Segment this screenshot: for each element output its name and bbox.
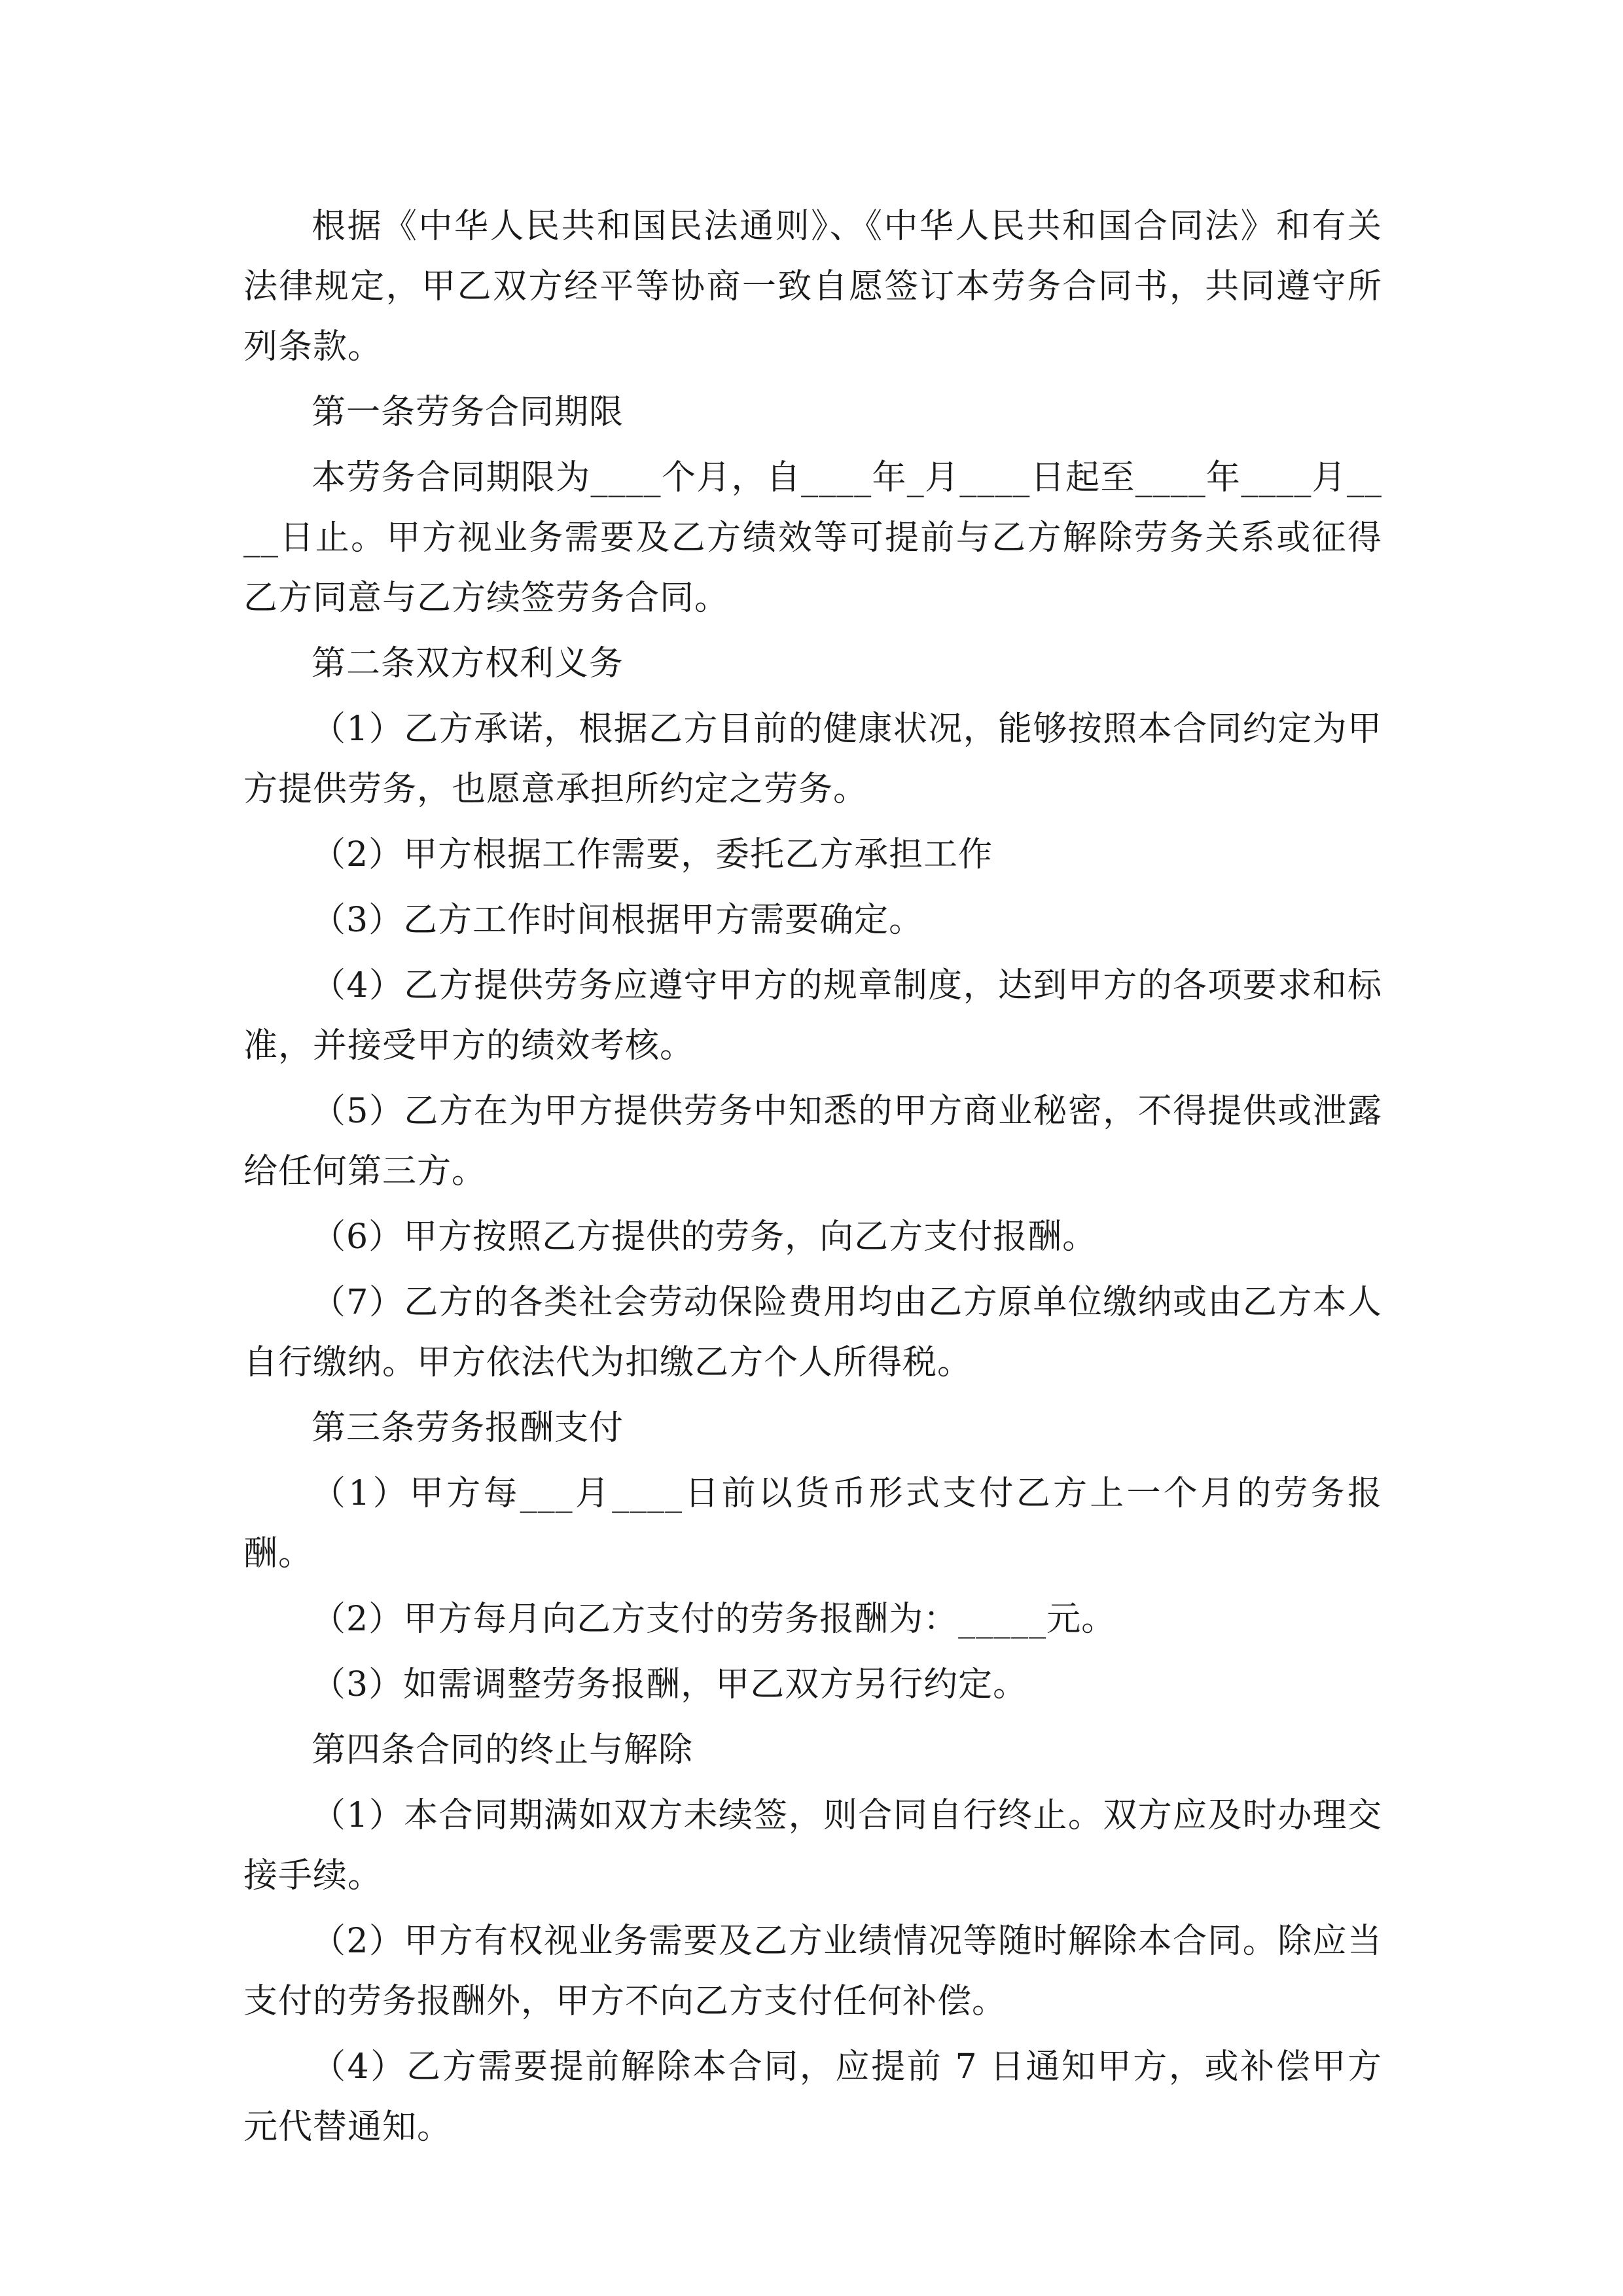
article-4-item-2: （2）甲方有权视业务需要及乙方业绩情况等随时解除本合同。除应当支付的劳务报酬外，甲方不向乙方支付任何补偿。 <box>243 1922 1382 2021</box>
article-2-heading: 第二条双方权利义务 <box>312 644 624 683</box>
article-1-paragraph: 本劳务合同期限为____个月，自____年_月____日起至____年____月____日止。甲方视业务需要及乙方绩效等可提前与乙方解除劳务关系或征得乙方同意与乙方续签劳务合同。 <box>243 458 1382 618</box>
article-3-item-3: （3）如需调整劳务报酬，甲乙双方另行约定。 <box>312 1665 1028 1704</box>
article-3-item-2: （2）甲方每月向乙方支付的劳务报酬为：_____元。 <box>312 1600 1116 1639</box>
article-2-item-1: （1）乙方承诺，根据乙方目前的健康状况，能够按照本合同约定为甲方提供劳务，也愿意承担所约定之劳务。 <box>243 709 1382 809</box>
article-3-item-1: （1）甲方每___月____日前以货币形式支付乙方上一个月的劳务报酬。 <box>243 1474 1382 1573</box>
article-2-item-3: （3）乙方工作时间根据甲方需要确定。 <box>312 901 924 940</box>
article-4-item-1: （1）本合同期满如双方未续签，则合同自行终止。双方应及时办理交接手续。 <box>243 1796 1382 1895</box>
document-body <box>243 196 1382 2162</box>
article-3-heading: 第三条劳务报酬支付 <box>312 1408 624 1448</box>
article-2-item-7: （7）乙方的各类社会劳动保险费用均由乙方原单位缴纳或由乙方本人自行缴纳。甲方依法代为扣缴乙方个人所得税。 <box>243 1283 1382 1382</box>
article-4-item-4: （4）乙方需要提前解除本合同，应提前 7 日通知甲方，或补偿甲方元代替通知。 <box>243 2047 1382 2147</box>
article-2-item-4: （4）乙方提供劳务应遵守甲方的规章制度，达到甲方的各项要求和标准，并接受甲方的绩效考核。 <box>243 966 1382 1066</box>
article-2-item-5: （5）乙方在为甲方提供劳务中知悉的甲方商业秘密，不得提供或泄露给任何第三方。 <box>243 1092 1382 1191</box>
article-4-heading: 第四条合同的终止与解除 <box>312 1731 694 1770</box>
intro-paragraph: 根据《中华人民共和国民法通则》、《中华人民共和国合同法》和有关法律规定，甲乙双方经平等协商一致自愿签订本劳务合同书，共同遵守所列条款。 <box>243 207 1382 367</box>
article-2-item-2: （2）甲方根据工作需要，委托乙方承担工作 <box>312 835 993 874</box>
article-1-heading: 第一条劳务合同期限 <box>312 393 624 432</box>
article-2-item-6: （6）甲方按照乙方提供的劳务，向乙方支付报酬。 <box>312 1217 1097 1257</box>
